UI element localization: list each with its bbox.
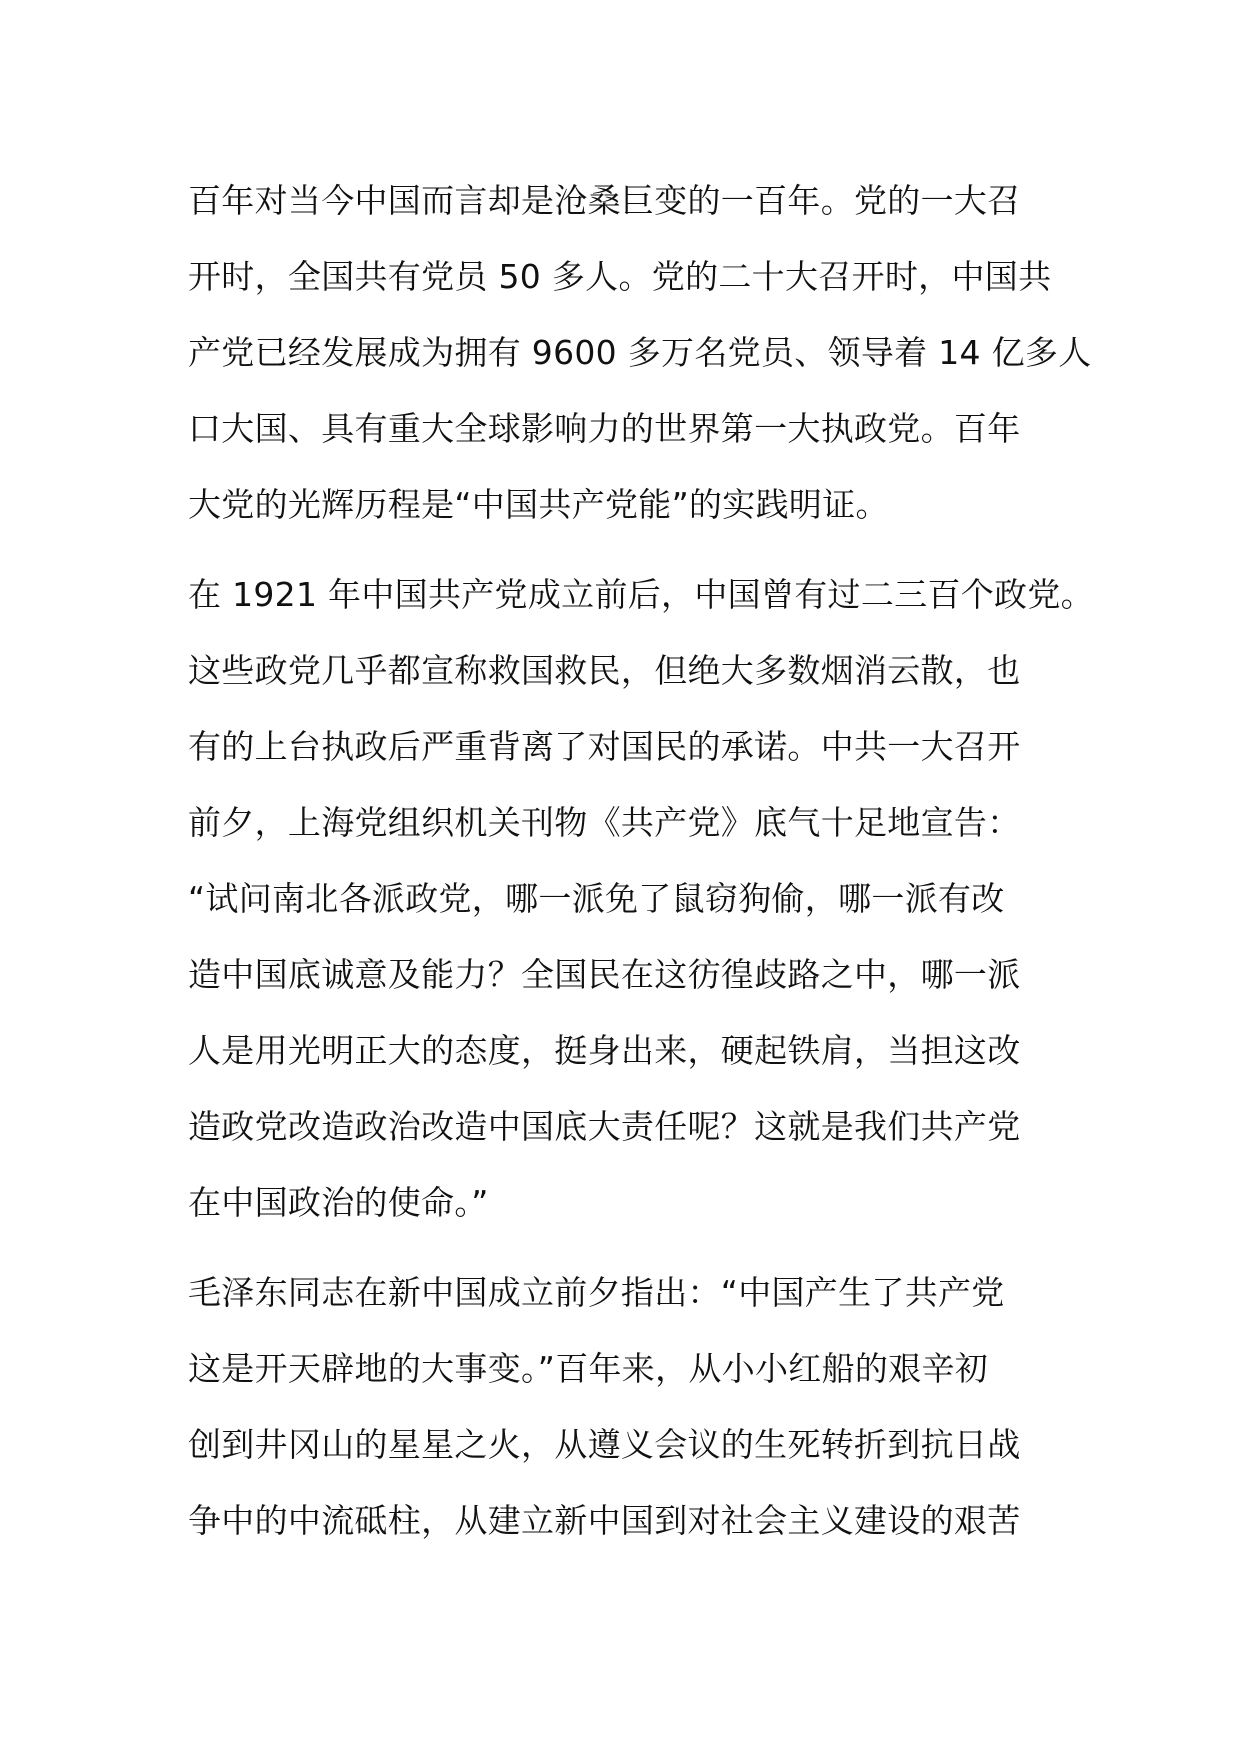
text-line: 人是用光明正大的态度，挺身出来，硬起铁肩，当担这改 xyxy=(188,1031,1021,1070)
text-line: 毛泽东同志在新中国成立前夕指出：“中国产生了共产党 xyxy=(188,1273,1005,1312)
text-line: 造政党改造政治改造中国底大责任呢？这就是我们共产党 xyxy=(188,1107,1021,1146)
paragraph-1 xyxy=(188,163,1092,543)
text-line: “试问南北各派政党，哪一派免了鼠窃狗偷，哪一派有改 xyxy=(188,879,1005,918)
text-line: 这是开天辟地的大事变。”百年来，从小小红船的艰辛初 xyxy=(188,1349,989,1388)
text-line: 造中国底诚意及能力？全国民在这彷徨歧路之中，哪一派 xyxy=(188,955,1021,994)
paragraph-2 xyxy=(188,557,1094,1241)
text-line: 这些政党几乎都宣称救国救民，但绝大多数烟消云散，也 xyxy=(188,651,1021,690)
text-line: 前夕，上海党组织机关刊物《共产党》底气十足地宣告： xyxy=(188,803,1021,842)
text-line: 产党已经发展成为拥有 9600 多万名党员、领导着 14 亿多人 xyxy=(188,333,1092,372)
paragraph-3 xyxy=(188,1255,1068,1559)
text-line: 在中国政治的使命。” xyxy=(188,1183,489,1222)
text-line: 开时，全国共有党员 50 多人。党的二十大召开时，中国共 xyxy=(188,257,1052,296)
text-line: 口大国、具有重大全球影响力的世界第一大执政党。百年 xyxy=(188,409,1021,448)
text-line: 大党的光辉历程是“中国共产党能”的实践明证。 xyxy=(188,485,889,524)
text-line: 百年对当今中国而言却是沧桑巨变的一百年。党的一大召 xyxy=(188,181,1021,220)
document-body xyxy=(188,163,1094,1559)
text-line: 争中的中流砥柱，从建立新中国到对社会主义建设的艰苦 xyxy=(188,1501,1021,1540)
text-line: 创到井冈山的星星之火，从遵义会议的生死转折到抗日战 xyxy=(188,1425,1021,1464)
text-line: 有的上台执政后严重背离了对国民的承诺。中共一大召开 xyxy=(188,727,1021,766)
text-line: 在 1921 年中国共产党成立前后，中国曾有过二三百个政党。 xyxy=(188,575,1094,614)
